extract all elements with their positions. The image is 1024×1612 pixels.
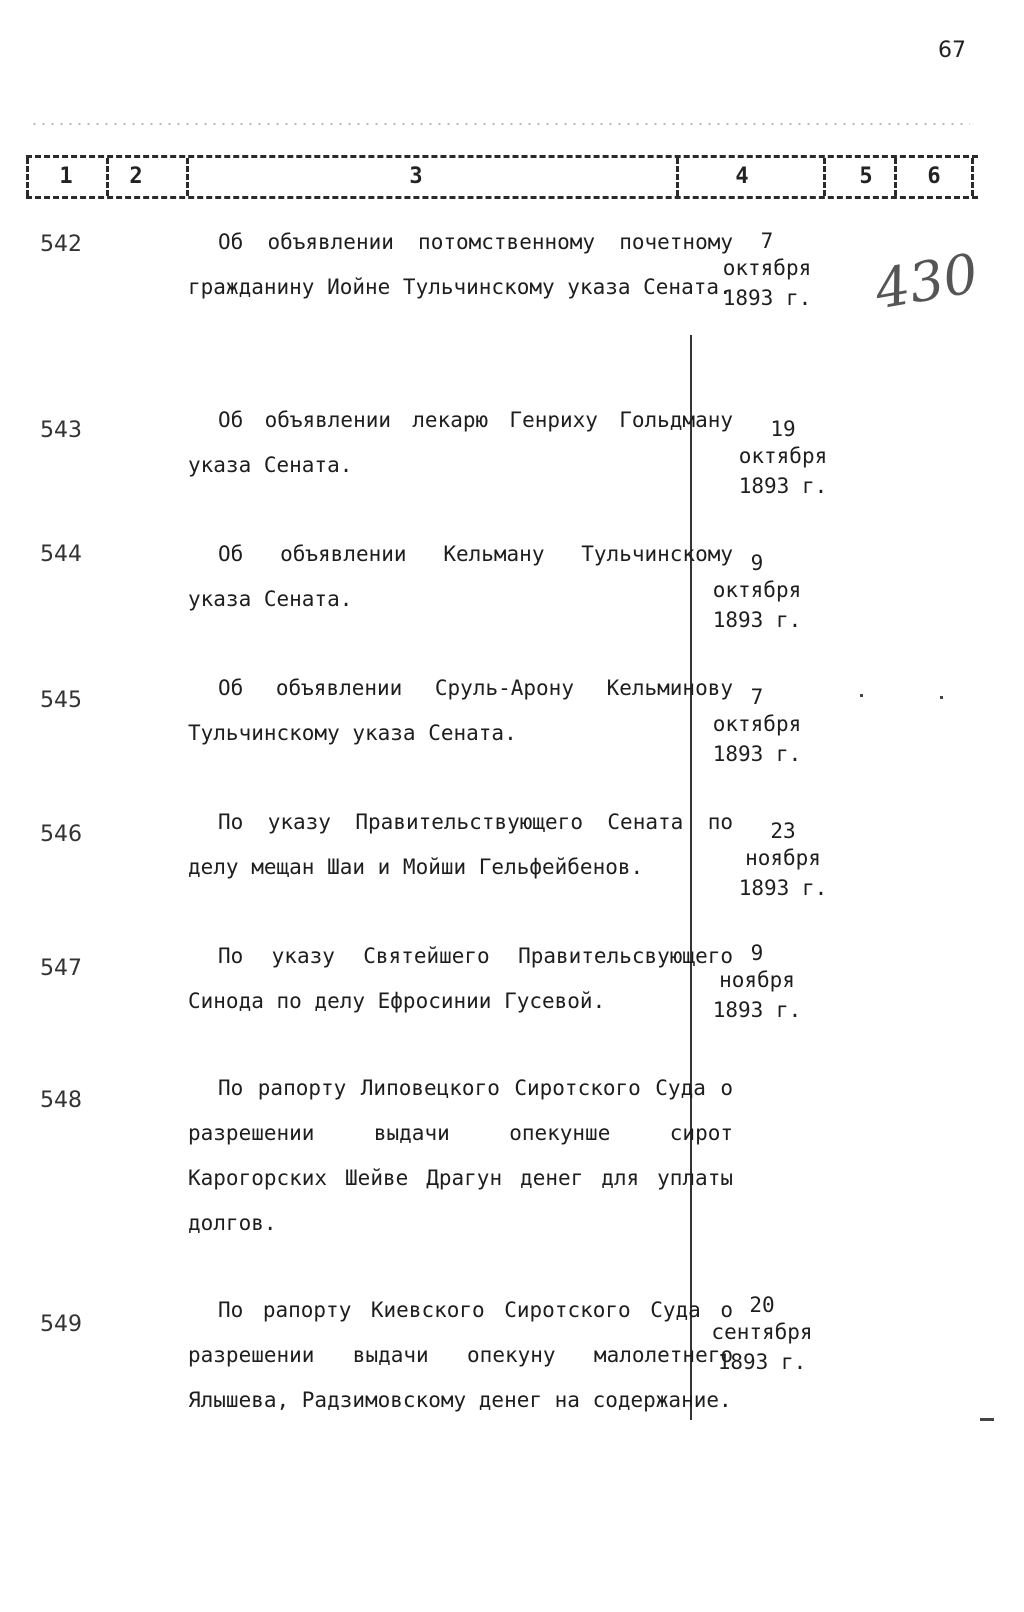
entry-date — [718, 818, 848, 902]
date-year: 1893 г. — [722, 286, 812, 310]
entry-number: 544 — [40, 542, 82, 567]
entry-text: Об объявлении Сруль-Арону Кельминову Тульчинскому указа Сената. — [188, 676, 733, 745]
date-year: 1893 г. — [717, 1350, 807, 1374]
scan-mark — [860, 694, 863, 697]
column-header-3: 3 — [409, 164, 423, 189]
column-header-1: 1 — [59, 164, 73, 189]
entry-number: 546 — [40, 822, 82, 847]
column-divider — [106, 158, 109, 196]
column-header-5: 5 — [859, 164, 873, 189]
date-month: октября — [712, 578, 802, 602]
entry-text: По указу Правительствующего Сената по делу мещан Шаи и Мойши Гельфейбенов. — [188, 810, 733, 879]
column-divider — [823, 158, 826, 196]
date-month: октября — [722, 256, 812, 280]
entry-text: Об объявлении лекарю Генриху Гольдману указа Сената. — [188, 408, 733, 477]
date-year: 1893 г. — [712, 608, 802, 632]
column-header-4: 4 — [735, 164, 749, 189]
entry-number: 543 — [40, 418, 82, 443]
entry-number: 549 — [40, 1312, 82, 1337]
entry-date — [692, 940, 822, 1024]
date-month: октября — [738, 444, 828, 468]
column-header-2: 2 — [129, 164, 143, 189]
entry-date — [692, 684, 822, 768]
entry-text: По рапорту Киевского Сиротского Суда о разрешении выдачи опекуну малолетнего Ялышева, Радзимовскому денег на содержание. — [188, 1298, 733, 1412]
date-month: сентября — [711, 1320, 813, 1344]
date-month: ноября — [745, 846, 821, 870]
entry-text: Об объявлении потомственному почетному гражданину Иойне Тульчинскому указа Сената. — [188, 230, 733, 299]
date-day: 9 — [750, 941, 764, 965]
handwritten-note: 430 — [870, 241, 983, 322]
column-header-6: 6 — [927, 164, 941, 189]
entry-number: 542 — [40, 232, 82, 257]
date-day: 7 — [750, 685, 764, 709]
scan-mark — [980, 1418, 994, 1421]
date-year: 1893 г. — [712, 742, 802, 766]
date-year: 1893 г. — [738, 876, 828, 900]
entry-text: По указу Святейшего Правительсвующего Синода по делу Ефросинии Гусевой. — [188, 944, 733, 1013]
entry-number: 545 — [40, 688, 82, 713]
column-divider — [894, 158, 897, 196]
date-day: 7 — [760, 229, 774, 253]
page-number: 67 — [938, 38, 966, 63]
entry-text: По рапорту Липовецкого Сиротского Суда о разрешении выдачи опекунше сирот Карогорских Шейве Драгун денег для уплаты долгов. — [188, 1076, 733, 1235]
column-divider — [676, 158, 679, 196]
entry-number: 548 — [40, 1088, 82, 1113]
scan-mark — [940, 696, 943, 699]
entry-date — [702, 228, 832, 312]
entry-date — [718, 416, 848, 500]
date-month: ноября — [719, 968, 795, 992]
column-divider — [971, 158, 974, 196]
table-header — [26, 155, 978, 199]
date-year: 1893 г. — [738, 474, 828, 498]
entry-date — [697, 1292, 827, 1376]
entry-text: Об объявлении Кельману Тульчинскому указа Сената. — [188, 542, 733, 611]
date-month: октября — [712, 712, 802, 736]
date-year: 1893 г. — [712, 998, 802, 1022]
date-day: 9 — [750, 551, 764, 575]
entry-date — [692, 550, 822, 634]
dotted-rule — [30, 122, 970, 126]
date-day: 20 — [749, 1293, 775, 1317]
date-day: 19 — [770, 417, 796, 441]
date-day: 23 — [770, 819, 796, 843]
column-divider — [26, 158, 29, 196]
column-divider — [186, 158, 189, 196]
entry-number: 547 — [40, 956, 82, 981]
